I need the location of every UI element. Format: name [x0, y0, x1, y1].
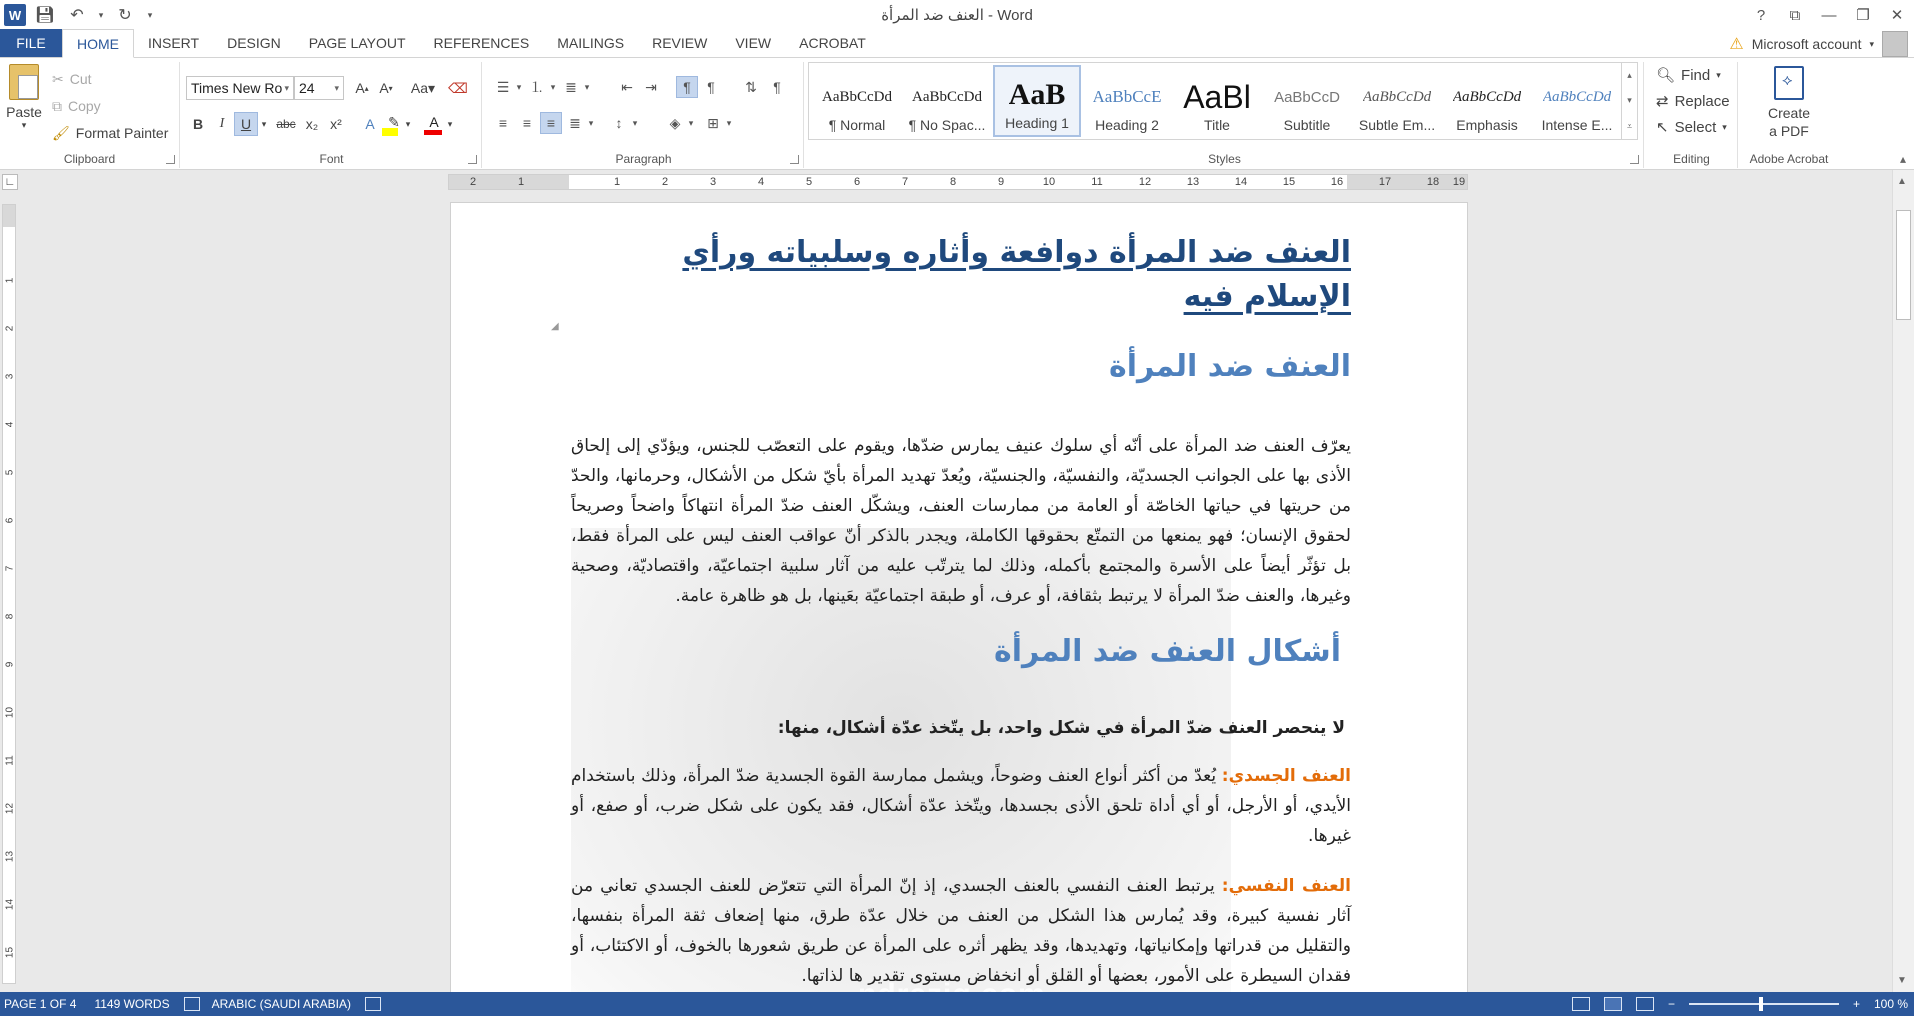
styles-group-label: Styles — [1208, 152, 1241, 166]
tab-view[interactable]: VIEW — [735, 35, 772, 51]
style-preview: AaBbCcDd — [1542, 88, 1612, 105]
justify-icon[interactable]: ≣ — [569, 114, 581, 131]
ruler-tick: 9 — [997, 176, 1005, 188]
vertical-scrollbar[interactable] — [1892, 170, 1914, 992]
bullets-icon[interactable]: ☰ — [496, 78, 510, 95]
style-name: Title — [1204, 117, 1230, 133]
physical-violence-term: العنف الجسدي: — [1221, 766, 1351, 786]
style-name: ¶ Normal — [828, 117, 886, 133]
line-spacing-dropdown-icon[interactable]: ▾ — [632, 117, 638, 128]
vruler-tick: 13 — [4, 850, 16, 863]
zoom-slider[interactable] — [1689, 1003, 1839, 1005]
vruler-tick: 12 — [4, 802, 16, 815]
tab-page-layout[interactable]: PAGE LAYOUT — [308, 35, 406, 51]
clear-formatting-icon[interactable]: ⌫ — [448, 79, 468, 96]
ruler-tick: 16 — [1330, 176, 1344, 188]
create-pdf-label-1: Create — [1767, 105, 1811, 121]
select-button[interactable] — [1656, 118, 1727, 136]
collapse-heading-icon[interactable]: ◢ — [551, 321, 559, 332]
select-cursor-icon: ↖ — [1656, 119, 1669, 136]
font-color-dropdown-icon[interactable]: ▾ — [447, 118, 453, 129]
close-button[interactable]: ✕ — [1890, 7, 1904, 24]
vertical-ruler-track — [2, 204, 16, 984]
print-layout-icon[interactable] — [1604, 997, 1622, 1011]
horizontal-ruler[interactable] — [448, 174, 1468, 190]
style-preview: AaBl — [1183, 78, 1251, 115]
font-family-value: Times New Ro — [191, 80, 283, 96]
increase-indent-icon[interactable]: ⇥ — [645, 78, 657, 95]
tab-insert[interactable]: INSERT — [148, 35, 200, 51]
psychological-violence-text: يرتبط العنف النفسي بالعنف الجسدي، إذ إنّ المرأة التي تتعرّض للعنف الجسدي تعاني من آثار نفسية كبيرة، وقد يُمارس هذا الشكل من العنف من خلال عدّة طرق، منها إضعاف ثقة المرأة بنفسها، والتقليل من قدراتها وإمكانياتها، وتهديدها، وقد يظهر أثره على المرأة عن طريق شعورها بالخوف، أو الاكتئاب، أو فقدان السيطرة على الأمور، بعضها أو القلق أو انخفاض مستوى تقدير ها لذاتها. — [571, 876, 1351, 986]
psychological-violence-term: العنف النفسي: — [1221, 876, 1351, 896]
ruler-tick: 2 — [661, 176, 669, 188]
undo-dropdown-icon[interactable]: ▾ — [98, 9, 104, 20]
ruler-tick: 18 — [1426, 176, 1440, 188]
cut-label: Cut — [69, 71, 92, 87]
shading-icon[interactable]: ◈ — [669, 114, 681, 131]
editing-group-label: Editing — [1673, 152, 1710, 166]
multilevel-list-icon[interactable]: ≣ — [565, 78, 577, 95]
italic-icon[interactable]: I — [219, 116, 225, 131]
paragraph-group — [484, 62, 804, 168]
find-button[interactable] — [1656, 66, 1721, 84]
vruler-tick: 15 — [4, 946, 16, 959]
style-preview: AaB — [1008, 78, 1066, 111]
ruler-tick: 7 — [901, 176, 909, 188]
tab-review[interactable]: REVIEW — [652, 35, 708, 51]
gallery-up-icon[interactable]: ▴ — [1627, 70, 1632, 81]
ruler-tick: 15 — [1282, 176, 1296, 188]
vruler-tick: 4 — [4, 421, 16, 428]
style-preview: AaBbCcDd — [822, 88, 892, 105]
scroll-down-icon[interactable]: ▼ — [1897, 975, 1907, 986]
tab-references[interactable]: REFERENCES — [433, 35, 530, 51]
show-formatting-icon[interactable]: ¶ — [773, 79, 781, 95]
vruler-tick: 10 — [4, 706, 16, 719]
borders-dropdown-icon[interactable]: ▾ — [726, 117, 732, 128]
zoom-out-button[interactable]: − — [1667, 997, 1675, 1011]
ltr-direction-icon[interactable]: ¶ — [707, 79, 715, 95]
format-painter-icon: 🖌︎ — [52, 124, 70, 141]
replace-button[interactable] — [1656, 92, 1730, 110]
align-right-icon[interactable]: ≡ — [540, 112, 562, 134]
justify-dropdown-icon[interactable]: ▾ — [588, 117, 594, 128]
vertical-ruler[interactable] — [0, 194, 18, 992]
collapse-ribbon-icon[interactable]: ▴ — [1899, 152, 1906, 166]
find-label: Find — [1681, 66, 1711, 84]
gallery-more-icon[interactable]: ⩡ — [1626, 120, 1633, 131]
account-dropdown-icon[interactable]: ▾ — [1869, 38, 1874, 49]
paragraph-group-label: Paragraph — [615, 152, 672, 166]
document-paragraph-psychological[interactable] — [571, 871, 1351, 991]
vruler-tick: 1 — [4, 277, 16, 284]
style-heading-1[interactable] — [993, 65, 1081, 137]
font-size-combo[interactable] — [294, 76, 344, 100]
ruler-tick: 12 — [1138, 176, 1152, 188]
font-family-dropdown-icon: ▾ — [284, 82, 289, 93]
ribbon — [0, 58, 1914, 170]
ruler-left-margin — [449, 175, 569, 189]
vertical-ruler-top-margin — [3, 205, 15, 227]
ribbon-tabs — [0, 30, 1914, 58]
word-count[interactable]: 1149 WORDS — [94, 997, 170, 1011]
font-size-value: 24 — [299, 80, 315, 96]
ruler-tick: 13 — [1186, 176, 1200, 188]
style-heading-2[interactable] — [1083, 65, 1171, 137]
style-preview: AaBbCcD — [1274, 88, 1340, 106]
style-intense-emphasis[interactable] — [1533, 65, 1621, 137]
shrink-font-icon[interactable]: A ▾ — [379, 80, 393, 96]
vruler-tick: 2 — [4, 325, 16, 332]
macro-recording-icon[interactable] — [365, 997, 381, 1011]
select-label: Select — [1674, 118, 1717, 136]
avatar[interactable] — [1882, 31, 1908, 57]
superscript-icon[interactable]: x² — [330, 116, 342, 132]
style-normal[interactable] — [813, 65, 901, 137]
font-group-label: Font — [319, 152, 344, 166]
ruler-tick: 10 — [1042, 176, 1056, 188]
subscript-icon[interactable]: x₂ — [305, 116, 319, 132]
document-paragraph-1[interactable]: يعرّف العنف ضد المرأة على أنّه أي سلوك عنيف يمارس ضدّها، ويقوم على التعصّب للجنس، ويؤدّي إلى إلحاق الأذى بها على الجوانب الجسديّة، والنفسيّة، والجنسيّة، ويُعدّ تهديد المرأة بأيّ شكل من الأشكال، وحرمانها، والحدّ من حريتها في حياتها الخاصّة أو العامة من ممارسات العنف، ويشكّل العنف ضدّ المرأة انتهاكاً واضحاً وصريحاً لحقوق الإنسان؛ فهو يمنعها من التمتّع بحقوقها الكاملة، ويجدر بالذكر أنّ عواقب العنف ليس على المرأة فقط، بل تؤثّر أيضاً على الأسرة والمجتمع بأكمله، وذلك لما يترتّب عليه من آثار سلبية اجتماعيّة، واقتصاديّة، وصحية وغيرها، والعنف ضدّ المرأة لا يرتبط بثقافة، أو عرف، أو طبقة اجتماعيّة بعَينها، بل هو ظاهرة عامة. — [571, 436, 1351, 606]
sort-icon[interactable]: ⇅ — [745, 78, 757, 95]
restore-button[interactable]: ❐ — [1856, 7, 1870, 24]
paste-dropdown-icon[interactable]: ▾ — [21, 120, 27, 130]
scrollbar-thumb[interactable] — [1896, 210, 1911, 320]
clipboard-group — [0, 62, 180, 168]
find-icon: 🔍︎ — [1656, 67, 1676, 84]
create-pdf-icon — [1774, 66, 1804, 100]
tab-selector-icon[interactable]: ∟ — [2, 174, 18, 190]
status-bar — [0, 992, 1914, 1016]
style-subtle-emphasis[interactable] — [1353, 65, 1441, 137]
web-layout-icon[interactable] — [1636, 997, 1654, 1011]
tab-file[interactable]: FILE — [0, 29, 62, 57]
bold-icon[interactable]: B — [192, 116, 204, 132]
highlighter-icon[interactable]: ✎ — [388, 113, 400, 130]
quick-access-toolbar — [0, 3, 156, 27]
change-case-icon[interactable]: Aa▾ — [410, 79, 436, 96]
font-color-icon[interactable]: A — [429, 114, 439, 130]
style-name: Subtitle — [1283, 117, 1331, 133]
styles-gallery — [808, 62, 1638, 140]
zoom-in-button[interactable]: + — [1852, 997, 1860, 1011]
ruler-row — [0, 170, 1914, 194]
style-preview: AaBbCcDd — [1452, 88, 1522, 105]
page-count[interactable]: PAGE 1 OF 4 — [4, 997, 77, 1011]
scissors-icon: ✂ — [52, 70, 64, 87]
proofing-icon[interactable] — [184, 997, 200, 1011]
find-dropdown-icon[interactable]: ▾ — [1716, 69, 1721, 80]
vruler-tick: 6 — [4, 517, 16, 524]
save-icon[interactable]: 💾︎ — [34, 7, 56, 24]
align-left-icon[interactable]: ≡ — [498, 115, 508, 131]
document-heading-2[interactable]: أشكال العنف ضد المرأة — [994, 634, 1341, 669]
select-dropdown-icon[interactable]: ▾ — [1722, 121, 1727, 132]
font-launcher-icon[interactable] — [468, 155, 477, 164]
style-preview: AaBbCcDd — [912, 88, 982, 105]
create-pdf-button[interactable] — [1744, 66, 1834, 140]
font-group — [182, 62, 482, 168]
clipboard-launcher-icon[interactable] — [166, 155, 175, 164]
font-size-dropdown-icon: ▾ — [334, 82, 339, 93]
document-body[interactable] — [571, 217, 1351, 991]
style-preview: AaBbCcDd — [1362, 88, 1432, 105]
ruler-right-margin — [1347, 175, 1467, 189]
decrease-indent-icon[interactable]: ⇤ — [621, 78, 633, 95]
create-pdf-label-2: a PDF — [1769, 123, 1809, 139]
word-app-icon[interactable]: W — [4, 4, 26, 26]
style-name: Subtle Em... — [1358, 117, 1436, 133]
customize-qat-icon[interactable]: ▾ — [147, 9, 153, 20]
minimize-button[interactable]: — — [1821, 6, 1837, 24]
font-family-combo[interactable] — [186, 76, 294, 100]
styles-gallery-scroll — [1621, 63, 1637, 139]
window-controls — [1744, 0, 1914, 30]
document-intro-bold[interactable]: لا ينحصر العنف ضدّ المرأة في شكل واحد، بل يتّخذ عدّة أشكال، منها: — [777, 718, 1345, 738]
title-bar — [0, 0, 1914, 30]
line-spacing-icon[interactable]: ↕ — [615, 115, 623, 131]
window-title: العنف ضد المرأة - Word — [881, 7, 1033, 24]
ruler-tick: 6 — [853, 176, 861, 188]
ruler-tick: 14 — [1234, 176, 1248, 188]
account-area[interactable] — [1729, 30, 1908, 58]
style-name: Intense E... — [1541, 117, 1613, 133]
copy-button[interactable] — [52, 95, 101, 117]
multilevel-dropdown-icon[interactable]: ▾ — [584, 81, 590, 92]
cut-button[interactable] — [52, 68, 92, 90]
font-color-bar — [424, 130, 442, 135]
gallery-down-icon[interactable]: ▾ — [1627, 95, 1632, 106]
vruler-tick: 11 — [4, 755, 16, 766]
text-effects-icon[interactable]: A — [365, 116, 375, 132]
borders-icon[interactable]: ⊞ — [707, 114, 719, 131]
underline-icon[interactable]: U — [234, 112, 258, 136]
physical-violence-text: يُعدّ من أكثر أنواع العنف وضوحاً، ويشمل ممارسة القوة الجسدية ضدّ المرأة، وذلك باستخدام الأيدي، أو الأرجل، أو أي أداة تلحق الأذى بجسدها، ويتّخذ عدّة أشكال، فقد يكون على شكل ضرب، أو صفع، أو غيرها. — [571, 766, 1351, 846]
paste-button[interactable] — [4, 64, 44, 136]
style-title[interactable] — [1173, 65, 1261, 137]
replace-icon: ⇄ — [1656, 93, 1669, 110]
style-no-spacing[interactable] — [903, 65, 991, 137]
rtl-direction-icon[interactable]: ¶ — [676, 76, 698, 98]
ruler-tick: 2 — [469, 176, 477, 188]
underline-dropdown-icon[interactable]: ▾ — [261, 118, 267, 129]
acrobat-group-label: Adobe Acrobat — [1749, 152, 1829, 166]
ruler-tick: 3 — [709, 176, 717, 188]
style-preview: AaBbCcE — [1092, 87, 1162, 106]
paste-icon — [9, 64, 39, 100]
vruler-tick: 9 — [4, 661, 16, 668]
ruler-tick: 19 — [1452, 176, 1466, 188]
style-name: Heading 2 — [1095, 117, 1159, 133]
shading-dropdown-icon[interactable]: ▾ — [688, 117, 694, 128]
paragraph-launcher-icon[interactable] — [790, 155, 799, 164]
vruler-tick: 3 — [4, 373, 16, 380]
numbering-dropdown-icon[interactable]: ▾ — [550, 81, 556, 92]
paste-label: Paste — [6, 104, 42, 120]
style-emphasis[interactable] — [1443, 65, 1531, 137]
tab-home[interactable]: HOME — [62, 29, 134, 58]
account-label[interactable]: Microsoft account — [1751, 36, 1862, 52]
copy-icon: ⧉ — [52, 97, 62, 114]
read-mode-icon[interactable] — [1572, 997, 1590, 1011]
bullets-dropdown-icon[interactable]: ▾ — [516, 81, 522, 92]
styles-launcher-icon[interactable] — [1630, 155, 1639, 164]
ruler-tick: 17 — [1378, 176, 1392, 188]
redo-icon[interactable]: ↻ — [118, 7, 132, 24]
undo-icon[interactable]: ↶ — [70, 7, 84, 24]
document-heading-1[interactable]: العنف ضد المرأة — [1109, 349, 1351, 384]
document-page[interactable] — [450, 202, 1468, 1002]
numbering-icon[interactable]: ⒈ — [530, 79, 544, 95]
vruler-tick: 14 — [4, 898, 16, 911]
tab-design[interactable]: DESIGN — [227, 35, 281, 51]
help-button[interactable]: ? — [1756, 6, 1766, 24]
scroll-up-icon[interactable]: ▲ — [1897, 176, 1907, 187]
clipboard-group-label: Clipboard — [63, 152, 116, 166]
ruler-tick: 1 — [613, 176, 621, 188]
style-name: Emphasis — [1456, 117, 1518, 133]
warning-icon: ⚠ — [1729, 36, 1744, 53]
tab-mailings[interactable]: MAILINGS — [557, 35, 625, 51]
style-name: Heading 1 — [1005, 115, 1069, 131]
ruler-tick: 4 — [757, 176, 765, 188]
ribbon-display-options-button[interactable]: ⧉ — [1789, 6, 1801, 24]
format-painter-label: Format Painter — [75, 125, 169, 141]
zoom-level[interactable]: 100 % — [1873, 997, 1908, 1011]
document-paragraph-physical[interactable] — [571, 761, 1351, 851]
replace-label: Replace — [1674, 92, 1730, 110]
format-painter-button[interactable] — [52, 122, 168, 144]
vruler-tick: 8 — [4, 613, 16, 620]
vruler-tick: 5 — [4, 469, 16, 476]
tab-acrobat[interactable]: ACROBAT — [799, 35, 866, 51]
align-center-icon[interactable]: ≡ — [522, 115, 532, 131]
ruler-tick: 8 — [949, 176, 957, 188]
style-subtitle[interactable] — [1263, 65, 1351, 137]
style-name: ¶ No Spac... — [908, 117, 986, 133]
vruler-tick: 7 — [4, 565, 16, 572]
ruler-tick: 11 — [1091, 176, 1103, 188]
ruler-tick: 1 — [517, 176, 525, 188]
strikethrough-icon[interactable]: abc — [276, 117, 296, 131]
language-indicator[interactable]: ARABIC (SAUDI ARABIA) — [211, 997, 351, 1011]
status-right — [1572, 992, 1908, 1016]
highlight-dropdown-icon[interactable]: ▾ — [405, 118, 411, 129]
document-main-title[interactable]: العنف ضد المرأة دوافعة وأثاره وسلبياته ورأي الإسلام فيه — [682, 235, 1351, 314]
copy-label: Copy — [68, 98, 101, 114]
grow-font-icon[interactable]: A ▴ — [355, 80, 369, 96]
ruler-tick: 5 — [805, 176, 813, 188]
